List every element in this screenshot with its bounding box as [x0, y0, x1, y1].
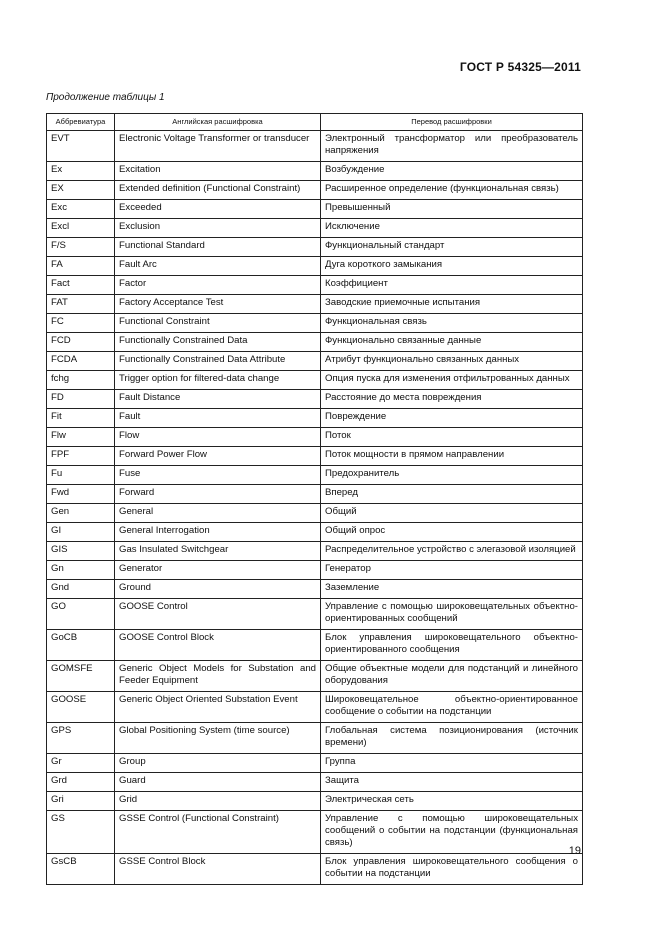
table-continuation-caption: Продолжение таблицы 1	[46, 92, 165, 103]
table-row	[47, 485, 583, 504]
russian-translation-cell: Расширенное определение (функциональная связь)	[321, 181, 583, 200]
abbreviation-cell: FAT	[47, 295, 115, 314]
abbreviation-cell: GoCB	[47, 630, 115, 661]
abbreviation-cell: EVT	[47, 131, 115, 162]
abbreviation-cell: Ex	[47, 162, 115, 181]
english-expansion-cell: Trigger option for filtered-data change	[115, 371, 321, 390]
table-row	[47, 181, 583, 200]
abbreviation-cell: Fu	[47, 466, 115, 485]
abbreviation-cell: Excl	[47, 219, 115, 238]
table-row	[47, 523, 583, 542]
abbreviation-cell: GO	[47, 599, 115, 630]
russian-translation-cell: Общий	[321, 504, 583, 523]
english-expansion-cell: Flow	[115, 428, 321, 447]
english-expansion-cell: Ground	[115, 580, 321, 599]
english-expansion-cell: Group	[115, 754, 321, 773]
english-expansion-cell: Functional Constraint	[115, 314, 321, 333]
english-expansion-cell: General Interrogation	[115, 523, 321, 542]
abbreviation-cell: FCD	[47, 333, 115, 352]
english-expansion-cell: Exceeded	[115, 200, 321, 219]
table-row	[47, 131, 583, 162]
russian-translation-cell: Опция пуска для изменения отфильтрованных данных	[321, 371, 583, 390]
table-body	[47, 131, 583, 885]
table-row	[47, 371, 583, 390]
russian-translation-cell: Общие объектные модели для подстанций и линейного оборудования	[321, 661, 583, 692]
abbreviation-cell: EX	[47, 181, 115, 200]
table-row	[47, 333, 583, 352]
english-expansion-cell: Forward Power Flow	[115, 447, 321, 466]
table-row	[47, 580, 583, 599]
abbreviations-table	[46, 113, 583, 885]
table-row	[47, 219, 583, 238]
table-row	[47, 390, 583, 409]
abbreviation-cell: FC	[47, 314, 115, 333]
table-row	[47, 854, 583, 885]
page-number: 19	[568, 845, 581, 857]
table-row	[47, 792, 583, 811]
abbreviation-cell: Gnd	[47, 580, 115, 599]
abbreviation-cell: FD	[47, 390, 115, 409]
abbreviation-cell: GOOSE	[47, 692, 115, 723]
russian-translation-cell: Управление с помощью широковещательных объектно-ориентированных сообщений	[321, 599, 583, 630]
abbreviation-cell: Gri	[47, 792, 115, 811]
table-row	[47, 723, 583, 754]
table-row	[47, 162, 583, 181]
russian-translation-cell: Управление с помощью широковещательных сообщений о событии на подстанции (функциональная связь)	[321, 811, 583, 854]
russian-translation-cell: Электрическая сеть	[321, 792, 583, 811]
russian-translation-cell: Заводские приемочные испытания	[321, 295, 583, 314]
table-row	[47, 692, 583, 723]
abbreviation-cell: GPS	[47, 723, 115, 754]
russian-translation-cell: Функциональный стандарт	[321, 238, 583, 257]
header-translation: Перевод расшифровки	[321, 114, 583, 131]
english-expansion-cell: Forward	[115, 485, 321, 504]
english-expansion-cell: Generator	[115, 561, 321, 580]
abbreviation-cell: Gen	[47, 504, 115, 523]
table-row	[47, 754, 583, 773]
table-row	[47, 466, 583, 485]
abbreviation-cell: Gr	[47, 754, 115, 773]
russian-translation-cell: Распределительное устройство с элегазовой изоляцией	[321, 542, 583, 561]
abbreviation-cell: Grd	[47, 773, 115, 792]
table-row	[47, 599, 583, 630]
english-expansion-cell: Electronic Voltage Transformer or transducer	[115, 131, 321, 162]
russian-translation-cell: Повреждение	[321, 409, 583, 428]
russian-translation-cell: Предохранитель	[321, 466, 583, 485]
table-row	[47, 238, 583, 257]
english-expansion-cell: GOOSE Control	[115, 599, 321, 630]
abbreviation-cell: fchg	[47, 371, 115, 390]
header-english: Английская расшифровка	[115, 114, 321, 131]
english-expansion-cell: Fault	[115, 409, 321, 428]
table-header-row	[47, 114, 583, 131]
english-expansion-cell: Functionally Constrained Data	[115, 333, 321, 352]
russian-translation-cell: Блок управления широковещательного сообщения о событии на подстанции	[321, 854, 583, 885]
abbreviation-cell: Fact	[47, 276, 115, 295]
russian-translation-cell: Функционально связанные данные	[321, 333, 583, 352]
table-row	[47, 314, 583, 333]
table-row	[47, 773, 583, 792]
russian-translation-cell: Превышенный	[321, 200, 583, 219]
table-row	[47, 504, 583, 523]
russian-translation-cell: Поток мощности в прямом направлении	[321, 447, 583, 466]
english-expansion-cell: Gas Insulated Switchgear	[115, 542, 321, 561]
abbreviation-cell: Gn	[47, 561, 115, 580]
english-expansion-cell: GOOSE Control Block	[115, 630, 321, 661]
english-expansion-cell: Generic Object Oriented Substation Event	[115, 692, 321, 723]
english-expansion-cell: Functionally Constrained Data Attribute	[115, 352, 321, 371]
russian-translation-cell: Функциональная связь	[321, 314, 583, 333]
russian-translation-cell: Заземление	[321, 580, 583, 599]
abbreviation-cell: GI	[47, 523, 115, 542]
english-expansion-cell: Generic Object Models for Substation and Feeder Equipment	[115, 661, 321, 692]
russian-translation-cell: Широковещательное объектно-ориентированное сообщение о событии на подстанции	[321, 692, 583, 723]
russian-translation-cell: Коэффициент	[321, 276, 583, 295]
english-expansion-cell: GSSE Control (Functional Constraint)	[115, 811, 321, 854]
table-row	[47, 257, 583, 276]
table-row	[47, 409, 583, 428]
table-row	[47, 276, 583, 295]
table-row	[47, 561, 583, 580]
english-expansion-cell: GSSE Control Block	[115, 854, 321, 885]
russian-translation-cell: Общий опрос	[321, 523, 583, 542]
abbreviation-cell: F/S	[47, 238, 115, 257]
document-standard-number: ГОСТ Р 54325—2011	[459, 60, 581, 74]
abbreviation-cell: Fwd	[47, 485, 115, 504]
abbreviation-cell: GOMSFE	[47, 661, 115, 692]
abbreviation-cell: Flw	[47, 428, 115, 447]
russian-translation-cell: Исключение	[321, 219, 583, 238]
table-row	[47, 352, 583, 371]
russian-translation-cell: Генератор	[321, 561, 583, 580]
russian-translation-cell: Расстояние до места повреждения	[321, 390, 583, 409]
russian-translation-cell: Дуга короткого замыкания	[321, 257, 583, 276]
english-expansion-cell: Extended definition (Functional Constraint)	[115, 181, 321, 200]
english-expansion-cell: Factory Acceptance Test	[115, 295, 321, 314]
russian-translation-cell: Электронный трансформатор или преобразователь напряжения	[321, 131, 583, 162]
english-expansion-cell: Fuse	[115, 466, 321, 485]
table-row	[47, 295, 583, 314]
header-abbreviation: Аббревиатура	[47, 114, 115, 131]
russian-translation-cell: Группа	[321, 754, 583, 773]
russian-translation-cell: Атрибут функционально связанных данных	[321, 352, 583, 371]
abbreviation-cell: Exc	[47, 200, 115, 219]
russian-translation-cell: Блок управления широковещательного объектно-ориентированного сообщения	[321, 630, 583, 661]
english-expansion-cell: Exclusion	[115, 219, 321, 238]
abbreviation-cell: GsCB	[47, 854, 115, 885]
english-expansion-cell: Global Positioning System (time source)	[115, 723, 321, 754]
table-row	[47, 630, 583, 661]
abbreviation-cell: GIS	[47, 542, 115, 561]
english-expansion-cell: Fault Arc	[115, 257, 321, 276]
abbreviation-cell: FA	[47, 257, 115, 276]
english-expansion-cell: Guard	[115, 773, 321, 792]
russian-translation-cell: Вперед	[321, 485, 583, 504]
english-expansion-cell: Fault Distance	[115, 390, 321, 409]
russian-translation-cell: Защита	[321, 773, 583, 792]
english-expansion-cell: Functional Standard	[115, 238, 321, 257]
russian-translation-cell: Возбуждение	[321, 162, 583, 181]
table-row	[47, 200, 583, 219]
english-expansion-cell: Factor	[115, 276, 321, 295]
abbreviation-cell: FPF	[47, 447, 115, 466]
table-row	[47, 542, 583, 561]
russian-translation-cell: Глобальная система позиционирования (источник времени)	[321, 723, 583, 754]
russian-translation-cell: Поток	[321, 428, 583, 447]
abbreviation-cell: GS	[47, 811, 115, 854]
english-expansion-cell: Excitation	[115, 162, 321, 181]
table-row	[47, 661, 583, 692]
table-row	[47, 811, 583, 854]
abbreviation-cell: Fit	[47, 409, 115, 428]
table-row	[47, 447, 583, 466]
abbreviation-cell: FCDA	[47, 352, 115, 371]
table-row	[47, 428, 583, 447]
english-expansion-cell: General	[115, 504, 321, 523]
english-expansion-cell: Grid	[115, 792, 321, 811]
